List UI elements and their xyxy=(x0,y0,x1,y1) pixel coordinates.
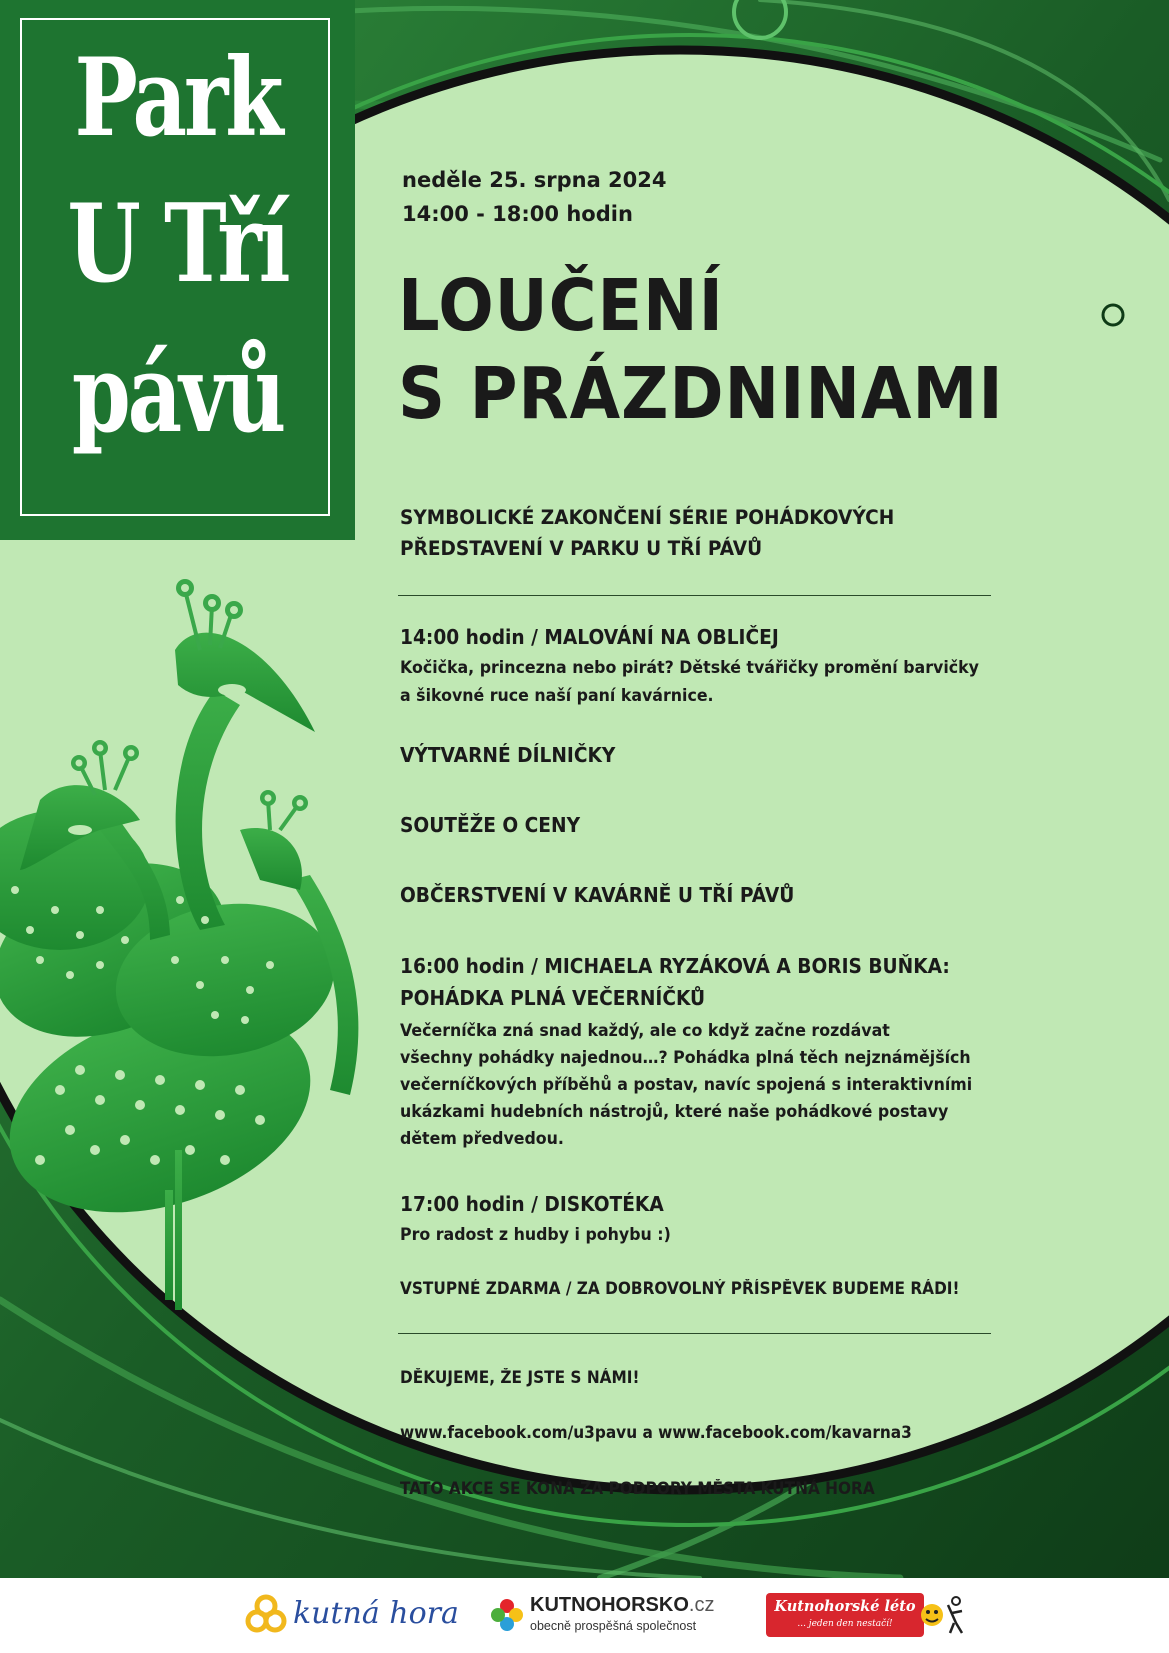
logo-leto-text: Kutnohorské léto xyxy=(774,1598,916,1615)
logo-leto-subtitle: ... jeden den nestačí! xyxy=(797,1619,893,1629)
headline-line-1: LOUČENÍ xyxy=(398,264,724,347)
title-line-2: U Tří xyxy=(67,181,288,307)
divider-top xyxy=(398,595,991,596)
footer-logos xyxy=(0,1578,1169,1653)
subtitle xyxy=(400,502,894,564)
logo-leto-badge xyxy=(766,1593,924,1637)
headline-line-2: S PRÁZDNINAMI xyxy=(398,352,1004,435)
logo-kutnohorske-leto xyxy=(766,1578,976,1653)
subtitle-line-1: SYMBOLICKÉ ZAKONČENÍ SÉRIE POHÁDKOVÝCH xyxy=(400,506,895,529)
program-1-body-2: a šikovné ruce naší paní kavárnice. xyxy=(400,686,714,706)
kutnohorsko-flower-icon xyxy=(490,1598,524,1632)
program-5-heading-1: 16:00 hodin / MICHAELA RYZÁKOVÁ A BORIS BUŇKA: xyxy=(400,954,950,978)
facebook-links: www.facebook.com/u3pavu a www.facebook.com/kavarna3 xyxy=(400,1423,912,1442)
subtitle-line-2: PŘEDSTAVENÍ V PARKU U TŘÍ PÁVŮ xyxy=(400,537,763,560)
program-6-body: Pro radost z hudby i pohybu :) xyxy=(400,1225,671,1245)
divider-bottom xyxy=(398,1333,991,1334)
program-5-heading-2: POHÁDKA PLNÁ VEČERNÍČKŮ xyxy=(400,986,706,1010)
title-line-1: Park xyxy=(74,35,281,161)
support-text: TATO AKCE SE KONÁ ZA PODPORY MĚSTA KUTNÁ HORA xyxy=(400,1479,875,1498)
program-5-body-5: dětem předvedou. xyxy=(400,1129,564,1149)
kutna-hora-emblem-icon xyxy=(245,1594,287,1636)
logo-kutnohorsko-subtitle: obecně prospěšná společnost xyxy=(530,1619,697,1633)
title-line-3: pávů xyxy=(71,331,284,457)
entry-note: VSTUPNÉ ZDARMA / ZA DOBROVOLNÝ PŘÍSPĚVEK BUDEME RÁDI! xyxy=(400,1279,960,1298)
program-5-body-3: večerníčkových příběhů a postav, navíc spojená s interaktivními xyxy=(400,1075,973,1095)
program-3-heading: SOUTĚŽE O CENY xyxy=(400,813,581,837)
event-time: 14:00 - 18:00 hodin xyxy=(402,202,633,226)
headline xyxy=(398,262,1004,438)
program-2-heading: VÝTVARNÉ DÍLNIČKY xyxy=(400,743,616,767)
logo-leto-mascot-icon xyxy=(918,1593,968,1637)
program-5-body-1: Večerníčka zná snad každý, ale co když začne rozdávat xyxy=(400,1021,890,1041)
title-box xyxy=(0,0,355,540)
program-1-heading: 14:00 hodin / MALOVÁNÍ NA OBLIČEJ xyxy=(400,625,779,649)
logo-kutna-hora-text: kutná hora xyxy=(293,1596,459,1631)
program-1-body-1: Kočička, princezna nebo pirát? Dětské tvářičky promění barvičky xyxy=(400,658,979,678)
logo-kutna-hora xyxy=(245,1578,459,1653)
program-4-heading: OBČERSTVENÍ V KAVÁRNĚ U TŘÍ PÁVŮ xyxy=(400,883,795,907)
program-5-body-4: ukázkami hudebních nástrojů, které naše pohádkové postavy xyxy=(400,1102,949,1122)
program-6-heading: 17:00 hodin / DISKOTÉKA xyxy=(400,1192,664,1216)
logo-kutnohorsko-text: KUTNOHORSKO xyxy=(530,1594,689,1616)
logo-kutnohorsko-suffix: .cz xyxy=(688,1594,715,1616)
event-day: neděle 25. srpna 2024 xyxy=(402,168,667,192)
logo-kutnohorsko xyxy=(490,1578,720,1653)
event-date xyxy=(402,163,667,231)
thanks-text: DĚKUJEME, ŽE JSTE S NÁMI! xyxy=(400,1368,640,1387)
program-5-body-2: všechny pohádky najednou…? Pohádka plná těch nejznámějších xyxy=(400,1048,971,1068)
